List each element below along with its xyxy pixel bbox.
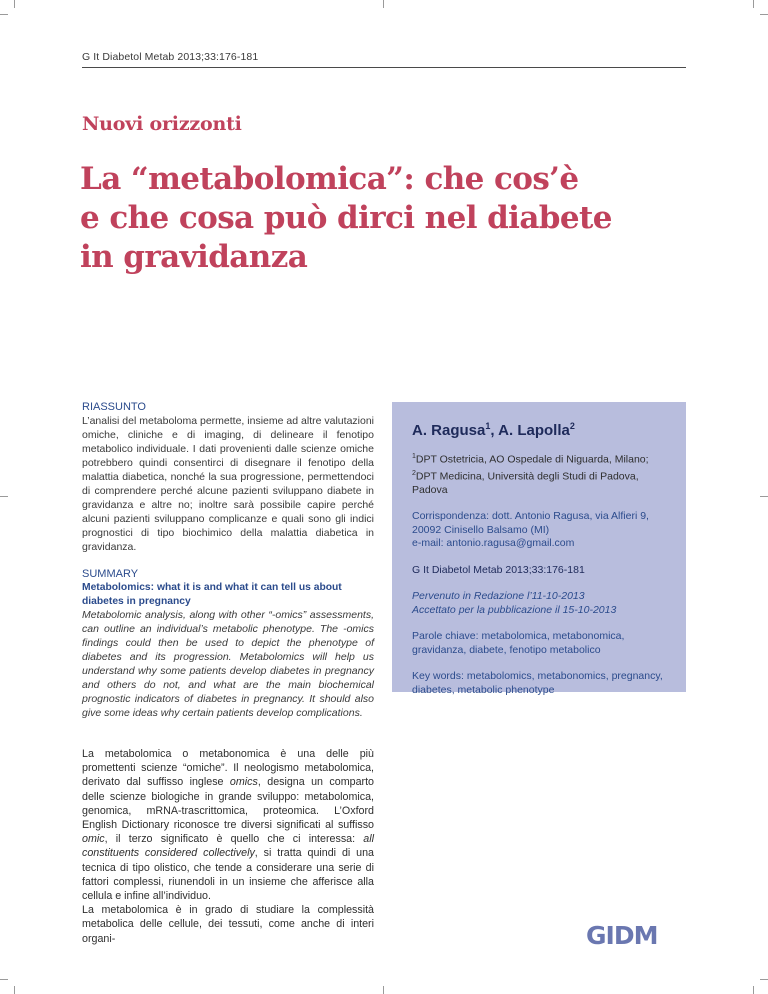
crop-mark	[760, 979, 768, 980]
summary-block	[82, 568, 374, 720]
body-emphasis: all constituents considered collectively	[82, 833, 374, 860]
correspondence-line: Corrispondenza: dott. Antonio Ragusa, via Alfieri 9,	[412, 510, 649, 522]
body-text	[82, 747, 374, 946]
affiliation-2	[412, 467, 666, 498]
correspondence-email: e-mail: antonio.ragusa@gmail.com	[412, 537, 575, 549]
crop-mark	[753, 986, 754, 994]
author-superscript: 2	[569, 421, 575, 431]
section-label: Nuovi orizzonti	[82, 113, 242, 135]
riassunto-heading: RIASSUNTO	[82, 401, 146, 413]
header-rule	[82, 67, 686, 68]
article-title	[80, 160, 700, 277]
left-column	[82, 401, 374, 946]
affiliation-superscript: 1	[412, 452, 416, 460]
crop-mark	[383, 986, 384, 994]
body-text-run: La metabolomica o metabonomica è una delle più promettenti scienze “omiche”. Il neologismo metabolomica, derivato dal suffisso inglese	[82, 748, 374, 789]
crop-mark	[0, 979, 8, 980]
body-text-run: , designa un comparto delle scienze biologiche in grande sviluppo: metabolomica, genomica, mRNA-trascrittomica, proteomica. L’Oxford English Dictionary riconosce tre diversi significati al suffisso	[82, 776, 374, 832]
dates	[412, 590, 666, 617]
affiliation-text: DPT Medicina, Università degli Studi di Padova, Padova	[412, 470, 639, 496]
summary-heading: SUMMARY	[82, 568, 139, 580]
authors	[412, 420, 666, 438]
riassunto-text: L’analisi del metaboloma permette, insieme ad altre valutazioni omiche, cliniche e di imaging, di delineare il fenotipo metabolico individuale. I dati provenienti dalle scienze omiche potrebbero quindi consentirci di disegnare il fenotipo della malattia diabetica, nonché la sua progressione, permettendoci di comprendere perché alcune pazienti sviluppano diabete in gravidanza e altre no; inoltre sarà possibile capire perché alcuni pazienti sviluppano complicanze e quali sono gli indici prognostici di tipo biochimico della malattia diabetica in gravidanza.	[82, 415, 374, 553]
crop-mark	[753, 0, 754, 8]
correspondence	[412, 510, 666, 551]
journal-logo: GIDM	[586, 921, 658, 950]
body-text-run: , il terzo significato è quello che ci interessa:	[104, 833, 364, 846]
body-emphasis: omic	[82, 833, 105, 846]
title-line: in gravidanza	[80, 239, 308, 275]
received-date: Pervenuto in Redazione l’11-10-2013	[412, 590, 585, 602]
body-paragraph-2: La metabolomica è in grado di studiare la complessità metabolica delle cellule, dei tessuti, come anche di interi organi-	[82, 904, 374, 945]
body-paragraph-1	[82, 747, 374, 903]
crop-mark	[0, 14, 8, 15]
body-text-run: , si tratta quindi di una tecnica di tipo olistico, che tende a considerare una serie di fattori complessi, riunendoli in un insieme che afferisce alla cellula e infine all’individuo.	[82, 847, 374, 903]
crop-mark	[0, 496, 8, 497]
citation: G It Diabetol Metab 2013;33:176-181	[412, 563, 585, 576]
title-line: e che cosa può dirci nel diabete	[80, 200, 612, 236]
crop-mark	[760, 496, 768, 497]
author-superscript: 1	[485, 421, 491, 431]
correspondence-line: 20092 Cinisello Balsamo (MI)	[412, 523, 550, 536]
accepted-date: Accettato per la pubblicazione il 15-10-2013	[412, 603, 617, 616]
crop-mark	[14, 0, 15, 8]
summary-text: Metabolomic analysis, along with other “-omics” assessments, can outline an individual’s metabolic phenotype. The -omics findings could then be used to depict the phenotype of diabetes and its progression. Metabolomics will help us understand why some patients develop diabetes in pregnancy and others do not, and what are the main biochemical prognostic indicators of diabetes in pregnancy. It should also give some ideas why certain patients develop complications.	[82, 609, 374, 719]
keywords-it: Parole chiave: metabolomica, metabonomica, gravidanza, diabete, fenotipo metabolico	[412, 630, 625, 656]
author-info-box	[392, 402, 686, 696]
affiliation-1	[412, 450, 666, 467]
crop-mark	[760, 14, 768, 15]
title-line: La “metabolomica”: che cos’è	[80, 161, 579, 197]
crop-mark	[383, 0, 384, 8]
body-emphasis: omics	[229, 776, 258, 789]
author-separator: ,	[490, 422, 499, 439]
riassunto-block	[82, 401, 374, 554]
author-name: A. Lapolla	[498, 422, 570, 439]
running-head: G It Diabetol Metab 2013;33:176-181	[82, 51, 259, 63]
author-name: A. Ragusa	[412, 422, 486, 439]
summary-subtitle: Metabolomics: what it is and what it can tell us about diabetes in pregnancy	[82, 582, 342, 607]
crop-mark	[14, 986, 15, 994]
keywords-en: Key words: metabolomics, metabonomics, pregnancy, diabetes, metabolic phenotype	[412, 670, 663, 696]
affiliation-text: DPT Ostetricia, AO Ospedale di Niguarda, Milano;	[415, 453, 649, 465]
affiliation-superscript: 2	[412, 469, 416, 477]
